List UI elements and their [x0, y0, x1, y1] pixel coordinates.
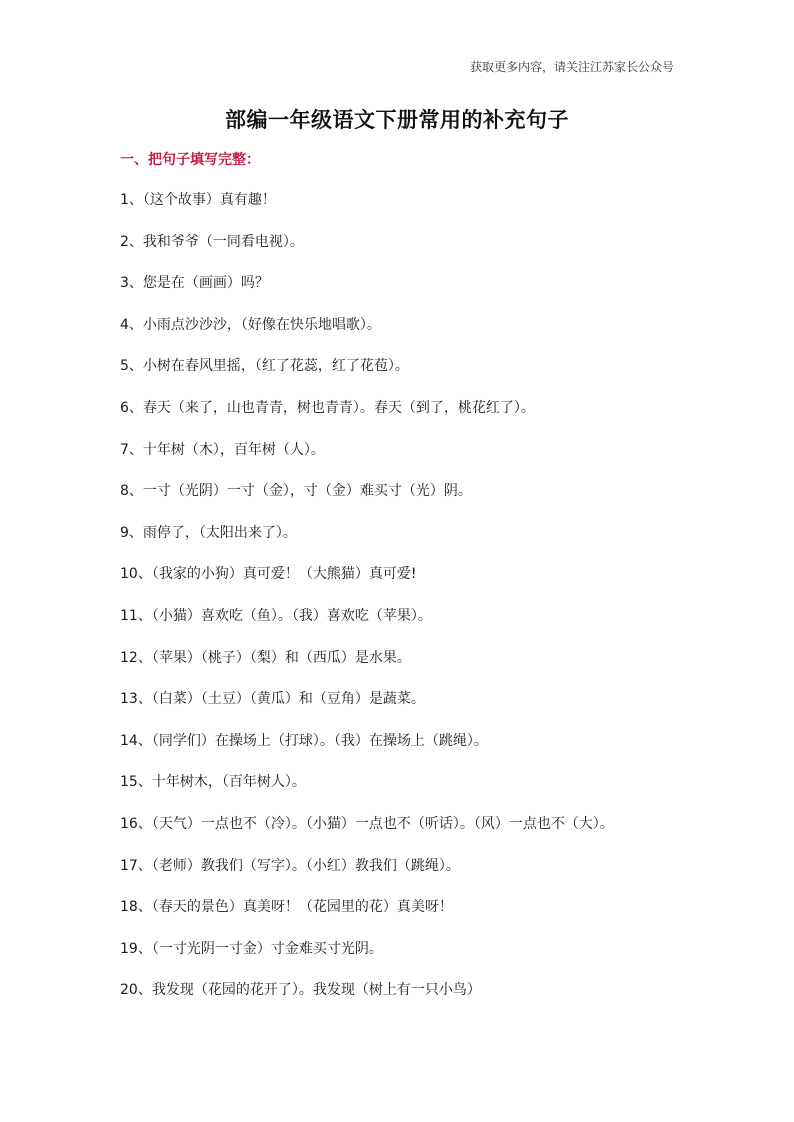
question-item: 3、您是在（画画）吗？ — [120, 275, 269, 292]
question-item: 6、春天（来了，山也青青，树也青青）。春天（到了，桃花红了）。 — [120, 399, 535, 416]
question-item: 11、（小猫）喜欢吃（鱼）。（我）喜欢吃（苹果）。 — [120, 607, 432, 624]
question-item: 20、我发现（花园的花开了）。我发现（树上有一只小鸟） — [120, 982, 481, 999]
question-item: 17、（老师）教我们（写字）。（小红）教我们（跳绳）。 — [120, 857, 460, 874]
question-item: 10、（我家的小狗）真可爱！（大熊猫）真可爱! — [120, 566, 417, 583]
question-item: 9、雨停了，（太阳出来了）。 — [120, 524, 297, 541]
section-heading: 一、把句子填写完整： — [120, 152, 260, 168]
question-item: 7、十年树（木），百年树（人）。 — [120, 441, 325, 458]
question-item: 12、（苹果）（桃子）（梨）和（西瓜）是水果。 — [120, 649, 411, 666]
question-item: 8、一寸（光阴）一寸（金），寸（金）难买寸（光）阴。 — [120, 483, 472, 500]
question-item: 5、小树在春风里摇，（红了花蕊，红了花苞）。 — [120, 358, 409, 375]
question-item: 14、（同学们）在操场上（打球）。（我）在操场上（跳绳）。 — [120, 732, 488, 749]
question-item: 18、（春天的景色）真美呀！（花园里的花）真美呀！ — [120, 899, 453, 916]
question-item: 1、（这个故事）真有趣！ — [120, 192, 276, 208]
question-list — [120, 188, 720, 1020]
header-note: 获取更多内容，请关注江苏家长公众号 — [469, 60, 674, 74]
question-item: 4、小雨点沙沙沙，（好像在快乐地唱歌）。 — [120, 316, 381, 333]
question-item: 19、（一寸光阴一寸金）寸金难买寸光阴。 — [120, 940, 383, 957]
question-item: 13、（白菜）（土豆）（黄瓜）和（豆角）是蔬菜。 — [120, 691, 425, 708]
document-title: 部编一年级语文下册常用的补充句子 — [225, 108, 569, 132]
question-item: 15、十年树木，（百年树人）。 — [120, 774, 306, 791]
question-item: 2、我和爷爷（一同看电视）。 — [120, 233, 304, 250]
question-item: 16、（天气）一点也不（冷）。（小猫）一点也不（听话）。（风）一点也不（大）。 — [120, 815, 614, 832]
